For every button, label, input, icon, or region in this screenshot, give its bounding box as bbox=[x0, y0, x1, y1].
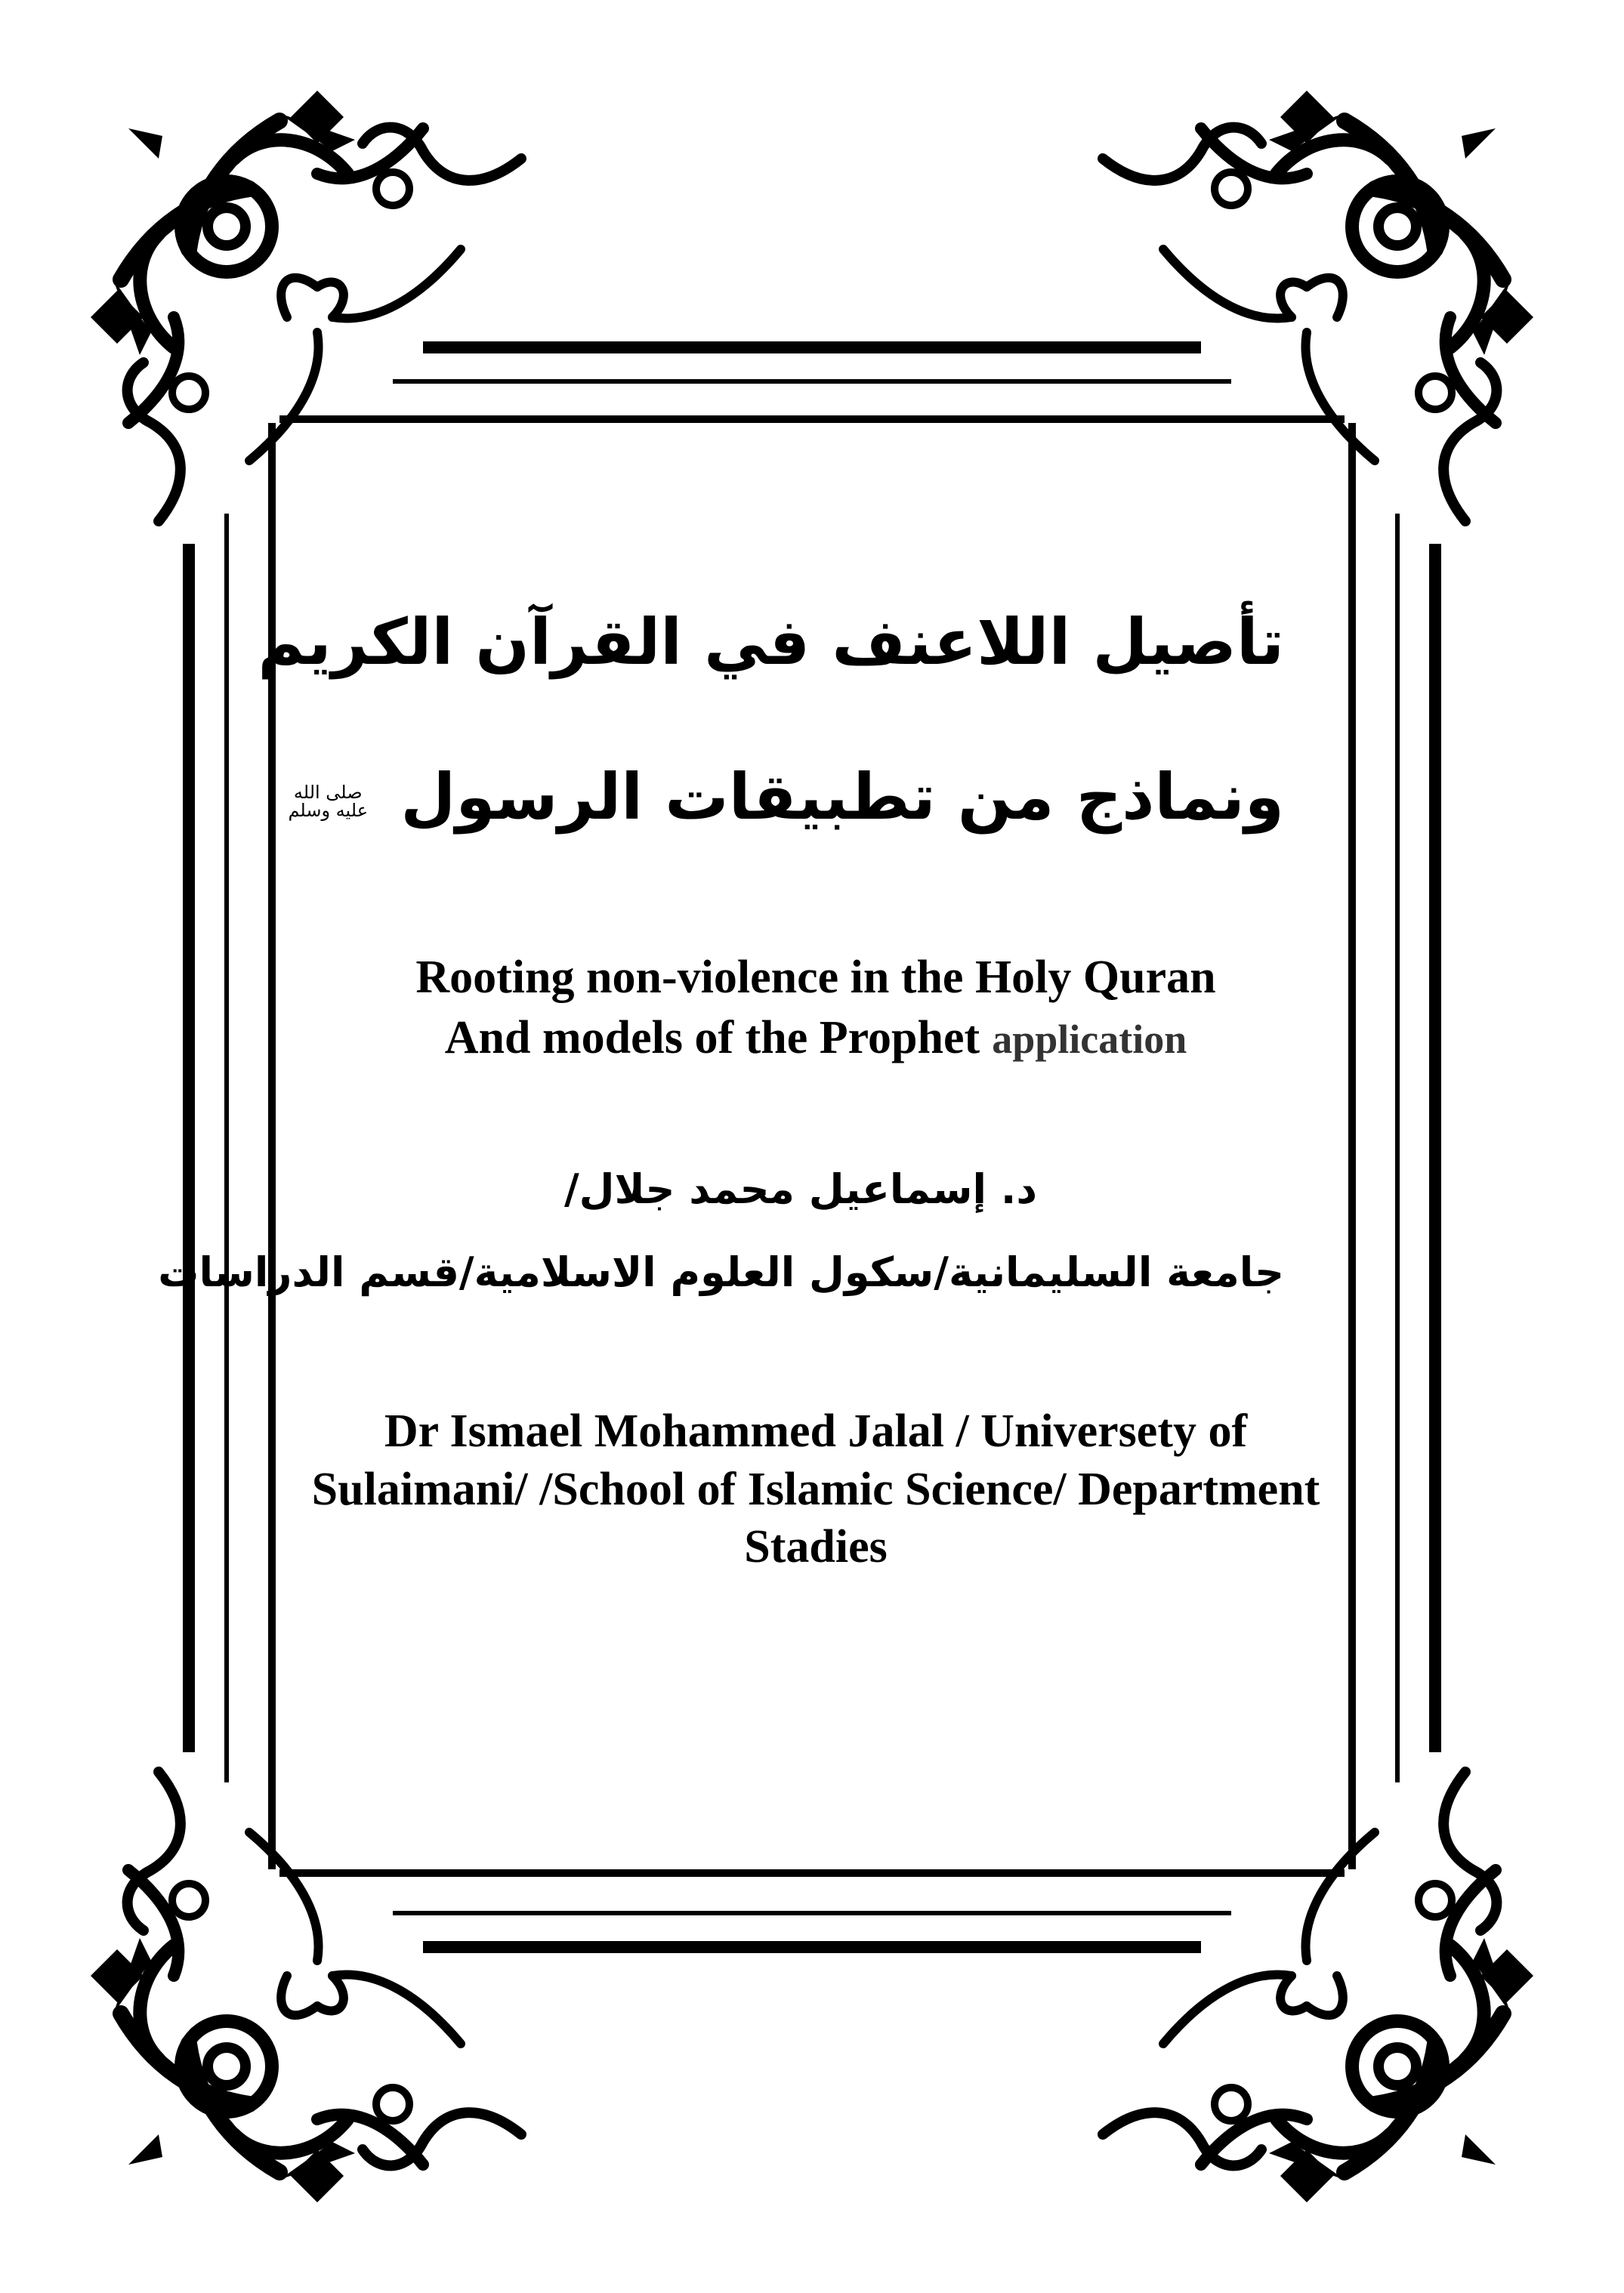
honorific-top: صلى الله bbox=[293, 782, 363, 804]
english-title-line-2 bbox=[272, 1008, 1360, 1069]
arabic-affiliation: جامعة السليمانية/سكول العلوم الاسلامية/قسم الدراسات bbox=[158, 1248, 1284, 1296]
arabic-title-line-1: تأصيل اللاعنف في القرآن الكريم bbox=[258, 605, 1284, 679]
english-title-line-2-text: And models of the Prophet bbox=[444, 1012, 980, 1063]
arabesque-corner-icon bbox=[91, 91, 521, 521]
arabesque-corner-icon bbox=[1103, 1772, 1533, 2202]
english-title-line-1: Rooting non-violence in the Holy Quran bbox=[415, 952, 1216, 1003]
english-author-line-1: Dr Ismael Mohammed Jalal / Universety of bbox=[384, 1406, 1248, 1457]
honorific-pbuh bbox=[288, 782, 369, 822]
arabesque-corner-icon bbox=[91, 1772, 521, 2202]
arabic-title-line-2 bbox=[288, 759, 1284, 835]
english-title-suffix: application bbox=[992, 1017, 1187, 1062]
arabic-author-name: د. إسماعيل محمد جلال/ bbox=[563, 1165, 1038, 1213]
arabesque-corner-icon bbox=[1103, 91, 1533, 521]
arabic-title-line-2-text: ونماذج من تطبيقات الرسول bbox=[400, 760, 1284, 834]
honorific-bottom: عليه وسلم bbox=[288, 800, 369, 822]
english-author-line-2: Sulaimani/ /School of Islamic Science/ Department bbox=[311, 1464, 1320, 1515]
english-author-line-3: Stadies bbox=[744, 1521, 888, 1572]
